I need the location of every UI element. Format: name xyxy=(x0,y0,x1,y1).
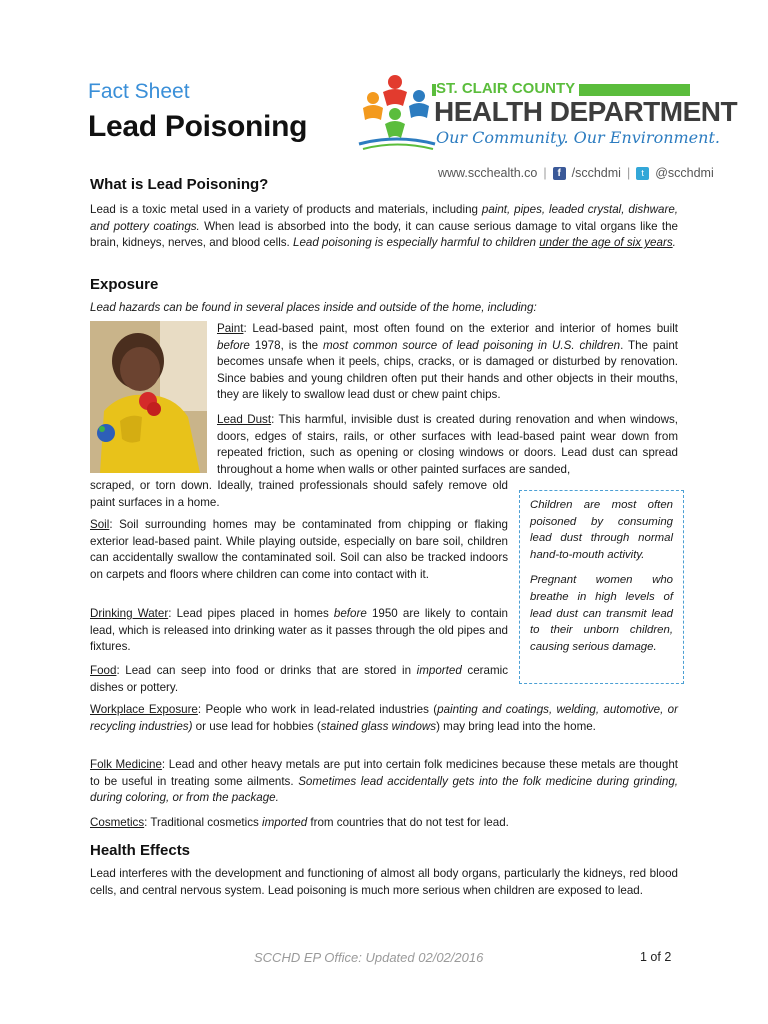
fact-sheet-label: Fact Sheet xyxy=(88,80,190,103)
section-heading-health-effects: Health Effects xyxy=(90,842,191,859)
facebook-link[interactable]: /scchdmi xyxy=(571,166,621,180)
exposure-intro: Lead hazards can be found in several places inside and outside of the home, including: xyxy=(90,301,537,314)
page-number: 1 of 2 xyxy=(640,950,672,964)
callout-children: Children are most often poisoned by consuming lead dust through normal hand-to-mouth activity. xyxy=(530,499,673,561)
lead-dust-paragraph: Lead Dust: This harmful, invisible dust is created during renovation and when windows, doors, edges of stairs, rails, or other surfaces with lead-based paint wear down from repeated friction, such as opening or closing windows or doors. Lead dust can spread throughout a home when walls or other painted surfaces are sanded, xyxy=(217,413,678,476)
food-paragraph: Food: Lead can seep into food or drinks that are stored in imported ceramic dishes or pottery. xyxy=(90,664,508,694)
paint-paragraph: Paint: Lead-based paint, most often found on the exterior and interior of homes built before 1978, is the most common source of lead poisoning in U.S. children. The paint becomes unsafe when it peels, chips, cracks, or is damaged or disturbed by renovation. Since babies and young children often put their hands and other objects in their mouths, they are likely to swallow lead dust or chew paint chips. xyxy=(217,322,679,402)
section-heading-exposure: Exposure xyxy=(90,276,159,293)
soil-paragraph: Soil: Soil surrounding homes may be contaminated from chipping or flaking exterior lead-based paint. While playing outside, especially on bare soil, children can accidentally swallow the contaminated soil. Soil can also be tracked indoors on carpets and floors where children can come into contact with it. xyxy=(90,518,508,581)
footer-update-note: SCCHD EP Office: Updated 02/02/2016 xyxy=(254,950,484,965)
drinking-water-paragraph: Drinking Water: Lead pipes placed in homes before 1950 are likely to contain lead, which is released into drinking water as it passes through the old pipes and fixtures. xyxy=(90,607,508,654)
cosmetics-paragraph: Cosmetics: Traditional cosmetics imported from countries that do not test for lead. xyxy=(90,816,509,829)
folk-medicine-paragraph: Folk Medicine: Lead and other heavy metals are put into certain folk medicines because these metals are thought to be useful in treating some ailments. Sometimes lead accidentally gets into the folk medicine during grinding, during coloring, or from the package. xyxy=(90,758,678,805)
twitter-link[interactable]: @scchdmi xyxy=(655,166,714,180)
child-with-toy-image xyxy=(90,321,207,473)
callout-box xyxy=(519,490,684,684)
website-link[interactable]: www.scchealth.co xyxy=(438,166,538,180)
facebook-icon: f xyxy=(553,167,566,180)
contact-bar xyxy=(438,166,714,180)
logo-tagline: Our Community. Our Environment. xyxy=(436,128,720,147)
logo-county-name: ST. CLAIR COUNTY xyxy=(436,80,579,98)
twitter-icon: t xyxy=(636,167,649,180)
logo-people-icon xyxy=(355,72,439,152)
separator: | xyxy=(543,166,547,180)
health-effects-paragraph: Lead interferes with the development and functioning of almost all body organs, particularly the kidneys, red blood cells, and central nervous system. Lead poisoning is much more serious when children are exposed to lead. xyxy=(90,867,678,897)
lead-dust-paragraph-continued: scraped, or torn down. Ideally, trained professionals should safely remove old paint surfaces in a home. xyxy=(90,479,508,509)
page-title: Lead Poisoning xyxy=(88,110,308,143)
logo-department-name: HEALTH DEPARTMENT xyxy=(434,96,738,127)
child-photo xyxy=(90,321,207,473)
separator: | xyxy=(626,166,631,180)
section-heading-what-is: What is Lead Poisoning? xyxy=(90,176,269,193)
what-is-paragraph: Lead is a toxic metal used in a variety of products and materials, including paint, pipes, leaded crystal, dishware, and pottery coatings. When lead is absorbed into the body, it can cause serious damage to vital organs like the brain, kidneys, nerves, and blood cells. Lead poisoning is especially harmful to children under the age of six years. xyxy=(90,203,678,250)
callout-pregnant-women: Pregnant women who breathe in high levels of lead dust can transmit lead to their unborn children, causing serious damage. xyxy=(530,574,673,653)
workplace-exposure-paragraph: Workplace Exposure: People who work in lead-related industries (painting and coatings, welding, automotive, or recycling industries) or use lead for hobbies (stained glass windows) may bring lead into the home. xyxy=(90,703,678,733)
